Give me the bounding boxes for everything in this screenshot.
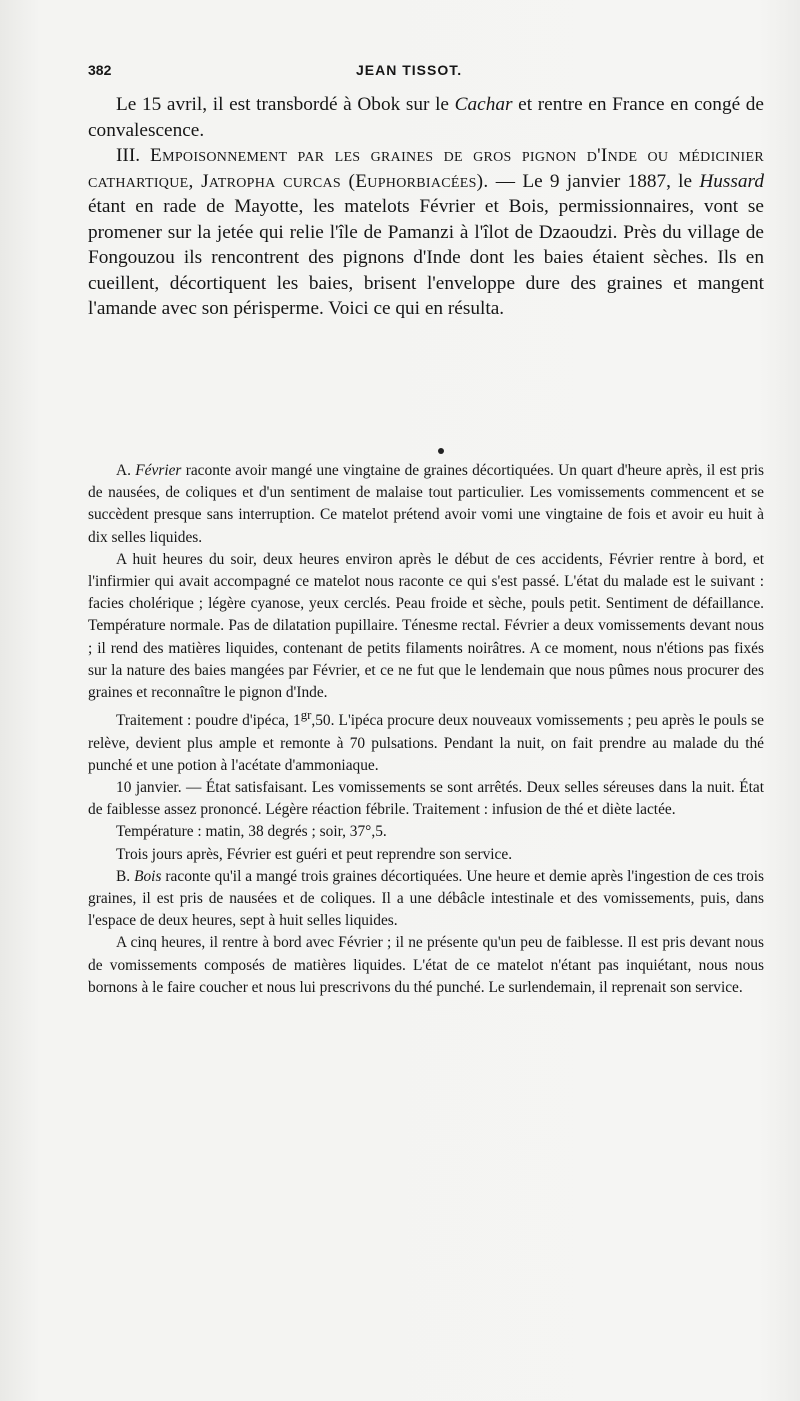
case-a-superscript: gr — [300, 708, 312, 723]
intro-paragraph — [88, 92, 764, 143]
case-reports — [88, 460, 764, 999]
section-title: Empoisonnement par les graines de gros pignon d'Inde ou médicinier cathartique, Jatropha curcas (Euphorbiacées). — [88, 145, 764, 192]
case-a-text-3b: ,50. L'ipéca procure deux nouveaux vomissements ; peu après le pouls se relève, devient plus ample et remonte à 70 pulsations. Pendant la nuit, on fait prendre au malade du thé punché et une potion à l'acétate d'ammoniaque. — [88, 712, 764, 774]
section-text-b: étant en rade de Mayotte, les matelots Février et Bois, permissionnaires, vont se promener sur la jetée qui relie l'île de Pamanzi à l'îlot de Dzaoudzi. Près du village de Fongouzou ils rencontrent des pignons d'Inde dont les baies étaient sèches. Ils en cueillent, décortiquent les baies, brisent l'enveloppe dure des graines et mangent l'amande avec son périsperme. Voici ce qui en résulta. — [88, 196, 764, 319]
case-b-label: B. — [116, 867, 135, 885]
section-paragraph — [88, 143, 764, 322]
section-numeral: III. — [116, 145, 141, 166]
case-a-paragraph-2: A huit heures du soir, deux heures environ après le début de ces accidents, Février rentre à bord, et l'infirmier qui avait accompagné ce matelot nous raconte ce qui s'est passé. L'état du malade est le suivant : facies cholérique ; légère cyanose, yeux cerclés. Peau froide et sèche, pouls petit. Sentiment de défaillance. Température normale. Pas de dilatation pupillaire. Ténesme rectal. Février a deux vomissements devant nous ; il rend des matières liquides, contenant de petits filaments noirâtres. A ce moment, nous n'étions pas fixés sur la nature des baies mangées par Février, et ce ne fut que le lendemain que nous pûmes nous procurer des graines et reconnaître le pignon d'Inde. — [88, 550, 764, 702]
case-a-label: A. — [116, 462, 136, 479]
ship-name-hussard: Hussard — [699, 170, 764, 192]
page-number: 382 — [88, 62, 112, 78]
case-a-name: Février — [135, 462, 182, 479]
ship-name-cachar: Cachar — [454, 94, 513, 115]
running-title: JEAN TISSOT. — [356, 62, 463, 78]
intro-text-a: Le 15 avril, il est transbordé à Obok sur le — [116, 94, 455, 115]
case-b-text-1: raconte qu'il a mangé trois graines décortiquées. Une heure et demie après l'ingestion de ces trois graines, il est pris de nausées et de coliques. Il a une débâcle intestinale et des vomissements, puis, dans l'espace de deux heures, sept à huit selles liquides. — [88, 867, 764, 930]
case-a-text-3a: Traitement : poudre d'ipéca, 1 — [116, 712, 301, 730]
running-header — [88, 62, 768, 82]
case-a-paragraph-6: Trois jours après, Février est guéri et peut reprendre son service. — [116, 845, 513, 863]
case-b-name: Bois — [134, 867, 162, 885]
ink-dot — [438, 448, 444, 454]
section-dash: — — [488, 170, 523, 192]
case-b-paragraph-2: A cinq heures, il rentre à bord avec Février ; il ne présente qu'un peu de faiblesse. Il est pris devant nous de vomissements composés de matières liquides. L'état de ce matelot n'étant pas inquiétant, nous nous bornons à le faire coucher et nous lui prescrivons du thé punché. Le surlendemain, il reprenait son service. — [88, 934, 764, 996]
section-text-a: Le 9 janvier 1887, le — [522, 170, 700, 192]
main-text — [88, 92, 764, 322]
case-a-paragraph-3 — [88, 704, 764, 777]
case-a-paragraph-4: 10 janvier. — État satisfaisant. Les vomissements se sont arrêtés. Deux selles séreuses dans la nuit. État de faiblesse assez prononcé. Légère réaction fébrile. Traitement : infusion de thé et diète lactée. — [88, 778, 764, 819]
case-a-paragraph-5: Température : matin, 38 degrés ; soir, 37°,5. — [116, 823, 387, 841]
case-b-paragraph-1 — [88, 866, 764, 933]
case-a-paragraph-1 — [88, 460, 764, 549]
case-a-text-1: raconte avoir mangé une vingtaine de graines décortiquées. Un quart d'heure après, il est pris de nausées, de coliques et d'un sentiment de malaise tout particulier. Les vomissements commencent et se succèdent presque sans interruption. Ce matelot prétend avoir vomi une vingtaine de fois et avoir eu huit à dix selles liquides. — [88, 462, 764, 546]
intro-text-b: et rentre en France en congé de convalescence. — [88, 94, 764, 141]
